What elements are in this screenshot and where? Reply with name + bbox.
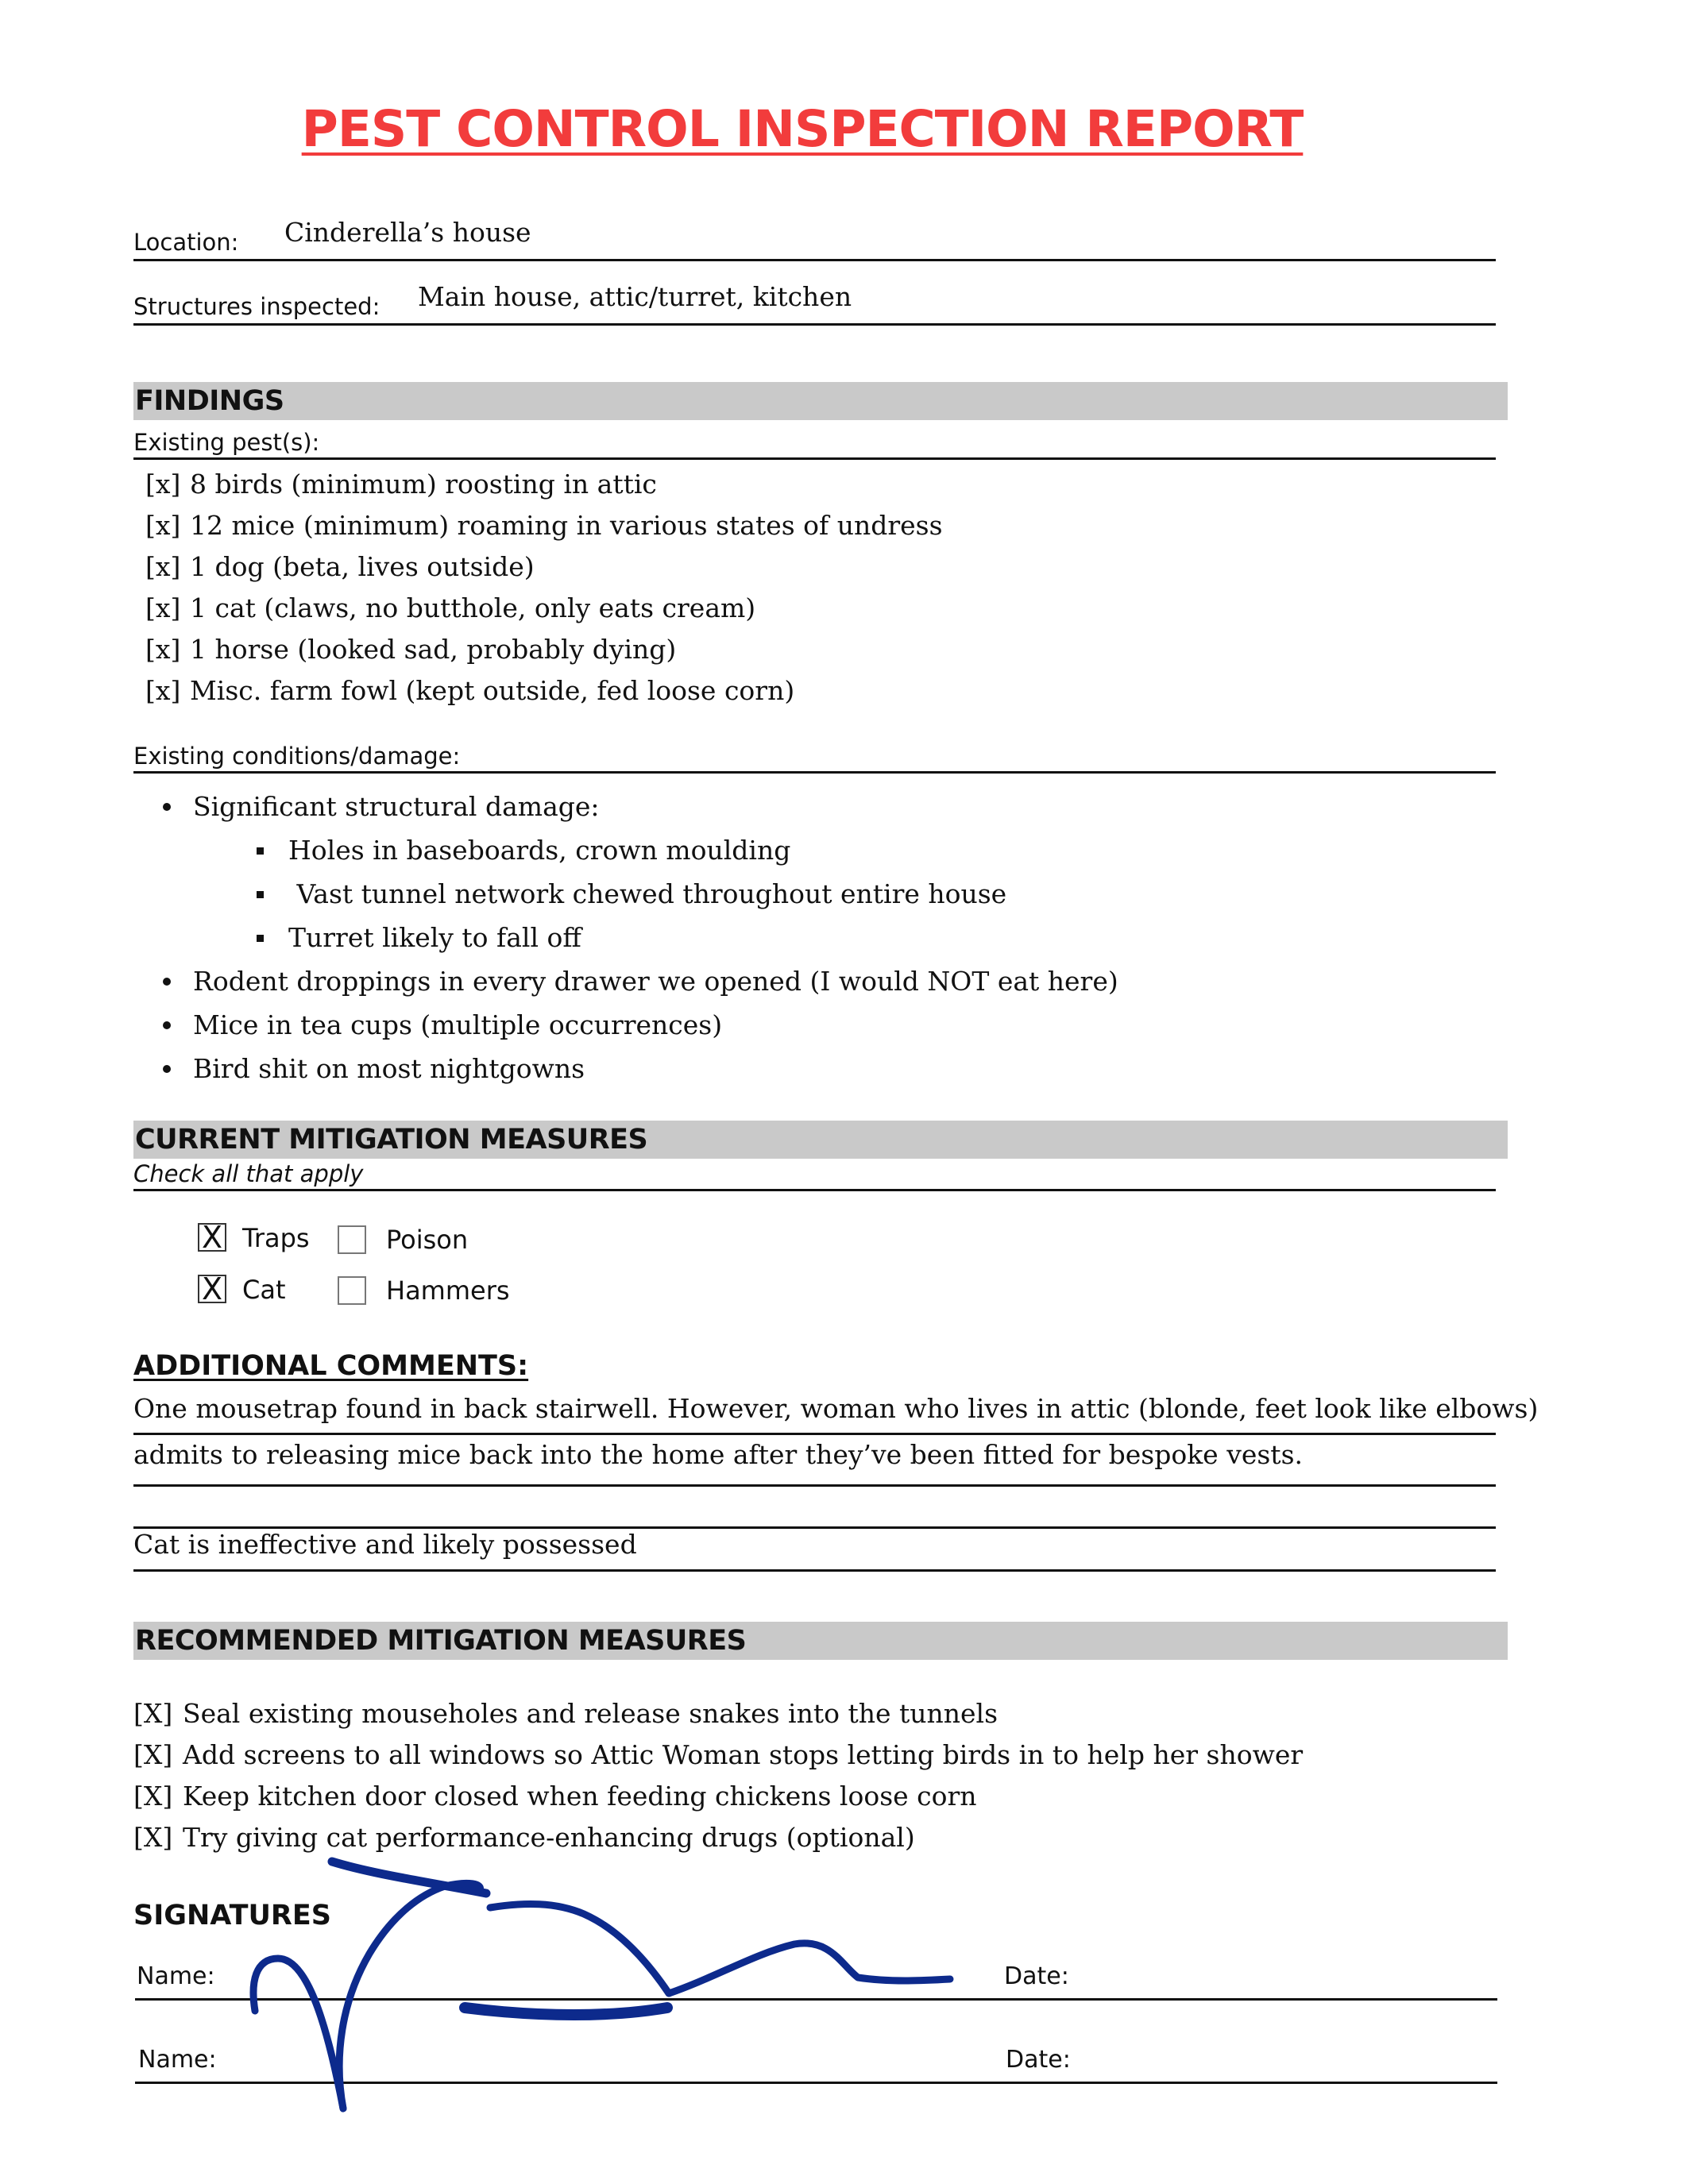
poison-label: Poison [386, 1225, 469, 1255]
square-bullet-icon [257, 935, 264, 942]
list-item: [x] 12 mice (minimum) roaming in various states of undress [145, 510, 943, 541]
additional-comments-heading: ADDITIONAL COMMENTS: [133, 1350, 529, 1382]
list-item: [x] Misc. farm fowl (kept outside, fed loose corn) [145, 675, 795, 706]
structures-field [133, 276, 1496, 326]
list-item: Vast tunnel network chewed throughout entire house [155, 872, 1118, 916]
list-item: [X] Try giving cat performance-enhancing drugs (optional) [133, 1822, 915, 1853]
comment-line-2: admits to releasing mice back into the home after they’ve been fitted for bespoke vests. [133, 1439, 1303, 1470]
existing-conditions-label: Existing conditions/damage: [133, 743, 1496, 774]
location-value: Cinderella’s house [284, 217, 531, 248]
cat-label: Cat [242, 1275, 286, 1305]
comment-rule [133, 1484, 1496, 1487]
comment-rule [133, 1433, 1496, 1435]
list-item: [x] 8 birds (minimum) roosting in attic [145, 469, 657, 500]
check-all-subtitle: Check all that apply [133, 1160, 1496, 1191]
list-item: Rodent droppings in every drawer we opened (I would NOT eat here) [155, 959, 1118, 1003]
current-mitigation-heading: CURRENT MITIGATION MEASURES [133, 1121, 1508, 1159]
hammers-label: Hammers [386, 1275, 510, 1306]
date-label: Date: [1004, 1962, 1069, 1990]
date-label: Date: [1006, 2046, 1071, 2074]
list-item: [X] Seal existing mouseholes and release snakes into the tunnels [133, 1698, 999, 1729]
traps-checkbox[interactable]: X [198, 1223, 226, 1252]
bullet-icon [163, 1065, 171, 1073]
name-label: Name: [137, 1962, 215, 1990]
list-item: Holes in baseboards, crown moulding [155, 828, 1118, 872]
list-item: [x] 1 dog (beta, lives outside) [145, 551, 535, 582]
existing-pests-label: Existing pest(s): [133, 429, 1496, 460]
signature-row-2 [135, 2037, 1497, 2084]
structures-label: Structures inspected: [133, 293, 380, 320]
comment-line-1: One mousetrap found in back stairwell. However, woman who lives in attic (blonde, feet look like elbows) [133, 1393, 1539, 1424]
list-item: Significant structural damage: [155, 785, 1118, 828]
bullet-icon [163, 803, 171, 811]
list-item: [x] 1 horse (looked sad, probably dying) [145, 634, 677, 665]
location-label: Location: [133, 229, 239, 256]
cat-checkbox[interactable]: X [198, 1275, 226, 1303]
bullet-icon [163, 978, 171, 986]
structures-value: Main house, attic/turret, kitchen [418, 281, 852, 312]
list-item: [x] 1 cat (claws, no butthole, only eats cream) [145, 592, 756, 623]
signatures-heading: SIGNATURES [133, 1900, 331, 1931]
findings-heading: FINDINGS [133, 382, 1508, 420]
pest-list [145, 464, 943, 712]
report-title: PEST CONTROL INSPECTION REPORT [301, 100, 1304, 158]
list-item: [X] Keep kitchen door closed when feeding chickens loose corn [133, 1781, 977, 1812]
hammers-checkbox[interactable] [338, 1276, 366, 1305]
conditions-list [155, 785, 1118, 1090]
square-bullet-icon [257, 847, 264, 855]
bullet-icon [163, 1021, 171, 1029]
poison-checkbox[interactable] [338, 1225, 366, 1254]
comment-rule [133, 1569, 1496, 1572]
recommended-mitigation-heading: RECOMMENDED MITIGATION MEASURES [133, 1622, 1508, 1660]
recommended-list [133, 1693, 1303, 1858]
traps-label: Traps [242, 1223, 310, 1253]
location-field [133, 213, 1496, 261]
list-item: [X] Add screens to all windows so Attic Woman stops letting birds in to help her shower [133, 1739, 1304, 1770]
signature-row-1 [135, 1954, 1497, 2001]
list-item: Bird shit on most nightgowns [155, 1047, 1118, 1090]
name-label: Name: [138, 2046, 217, 2074]
square-bullet-icon [257, 891, 264, 898]
list-item: Turret likely to fall off [155, 916, 1118, 959]
list-item: Mice in tea cups (multiple occurrences) [155, 1003, 1118, 1047]
comment-line-4: Cat is ineffective and likely possessed [133, 1529, 637, 1560]
